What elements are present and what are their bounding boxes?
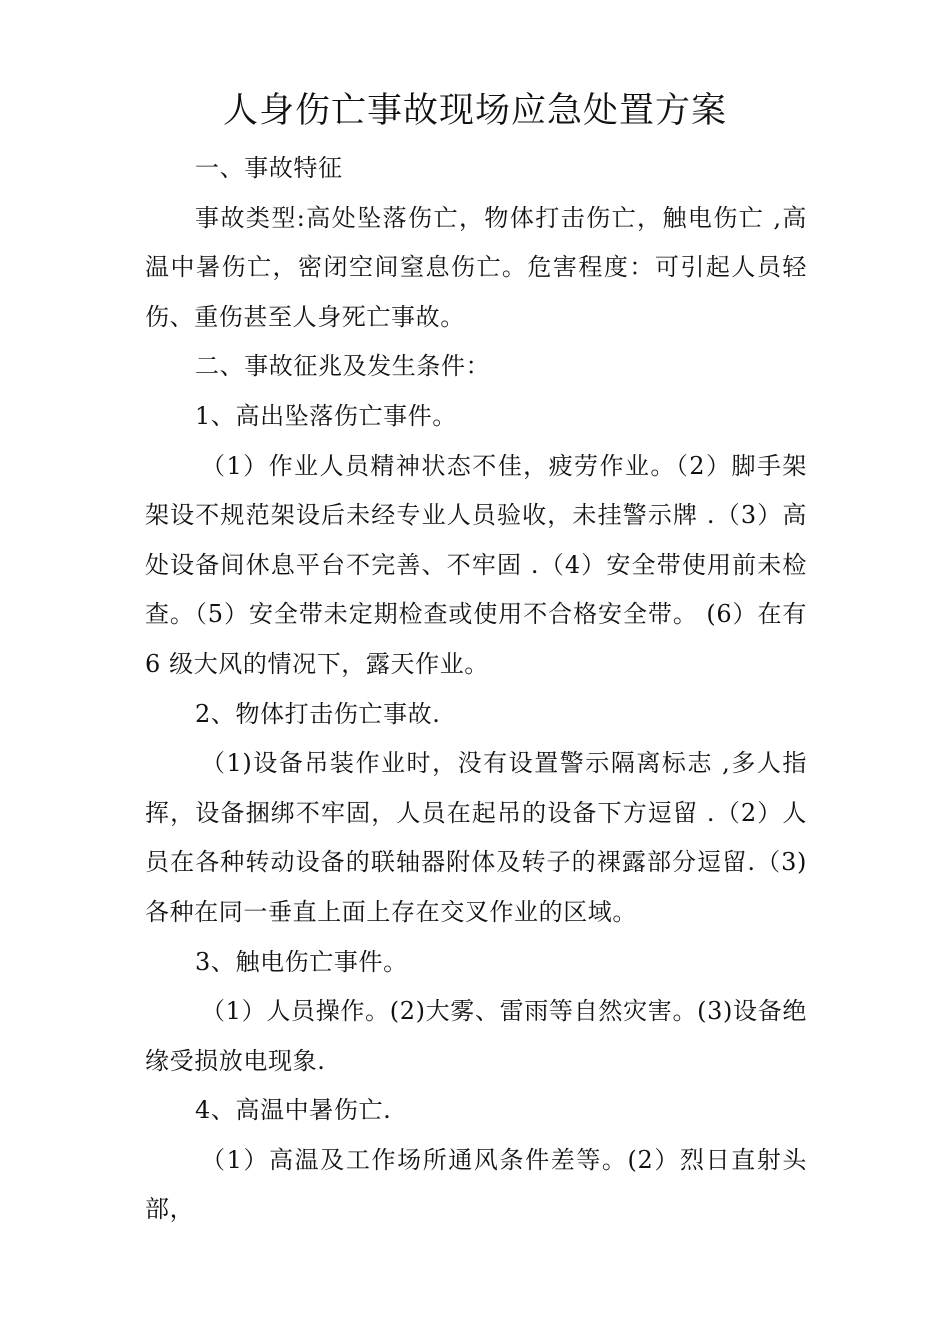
paragraph-accident-types: 事故类型:高处坠落伤亡，物体打击伤亡，触电伤亡 ,高温中暑伤亡，密闭空间窒息伤亡。危害程度：可引起人员轻伤、重伤甚至人身死亡事故。 xyxy=(145,203,807,331)
subsection-heading-2: 2、物体打击伤亡事故. xyxy=(195,699,441,728)
paragraph-heat-conditions: （1）高温及工作场所通风条件差等。(2）烈日直射头部， xyxy=(145,1145,807,1224)
subsection-heading-4: 4、高温中暑伤亡. xyxy=(195,1096,392,1125)
subsection-heading-3: 3、触电伤亡事件。 xyxy=(195,947,408,976)
section-heading-2: 二、事故征兆及发生条件： xyxy=(195,352,491,381)
subsection-heading-1: 1、高出坠落伤亡事件。 xyxy=(195,401,457,430)
paragraph-fall-conditions: （1）作业人员精神状态不佳，疲劳作业。（2）脚手架架设不规范架设后未经专业人员验收，未挂警示牌 .（3）高处设备间休息平台不完善、不牢固 .（4）安全带使用前未检查。（5）安全带未定期检查或使用不合格安全带。 (6）在有 6 级大风的情况下，露天作业。 xyxy=(145,451,807,678)
document-title: 人身伤亡事故现场应急处置方案 xyxy=(222,91,727,131)
section-heading-1: 一、事故特征 xyxy=(195,154,343,182)
paragraph-strike-conditions: （1)设备吊装作业时，没有设置警示隔离标志 ,多人指挥，设备捆绑不牢固，人员在起吊的设备下方逗留 .（2）人员在各种转动设备的联轴器附体及转子的裸露部分逗留.（3)各种在同一垂直上面上存在交叉作业的区域。 xyxy=(145,749,807,926)
paragraph-electric-conditions: （1）人员操作。(2)大雾、雷雨等自然灾害。(3)设备绝缘受损放电现象. xyxy=(145,997,807,1075)
document-body xyxy=(145,144,807,1235)
